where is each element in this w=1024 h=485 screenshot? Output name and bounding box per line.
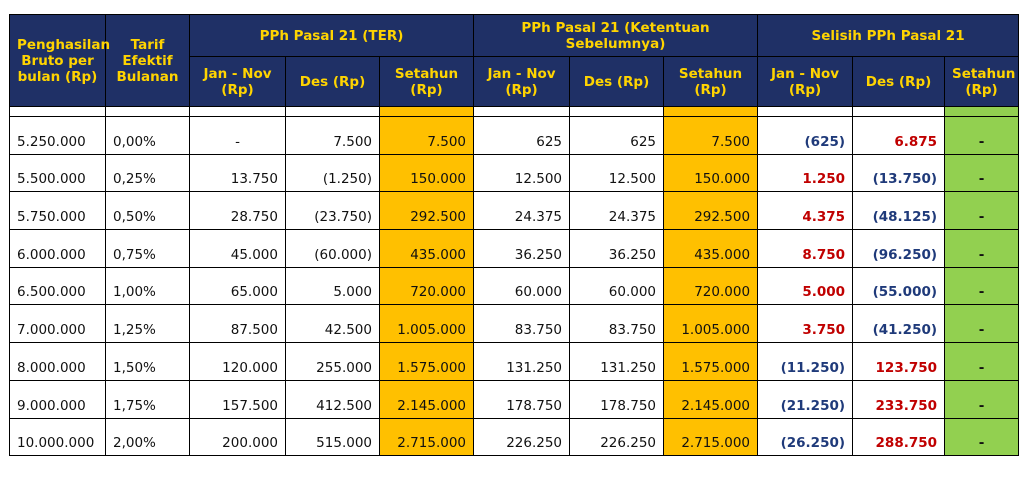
cell-income: 7.000.000 xyxy=(10,305,106,343)
cell-old-jannov: 625 xyxy=(474,117,570,155)
cell-old-jannov: 12.500 xyxy=(474,154,570,192)
cell-rate: 0,00% xyxy=(106,117,190,155)
cell-old-des: 131.250 xyxy=(570,343,664,381)
cell-diff-setahun: - xyxy=(945,230,1019,268)
spacer-cell xyxy=(758,107,853,117)
spacer-cell xyxy=(106,107,190,117)
cell-old-jannov: 60.000 xyxy=(474,267,570,305)
spacer-cell xyxy=(380,107,474,117)
cell-old-des: 24.375 xyxy=(570,192,664,230)
cell-ter-des: (60.000) xyxy=(286,230,380,268)
cell-old-des: 226.250 xyxy=(570,418,664,456)
header-group-ter: PPh Pasal 21 (TER) xyxy=(190,15,474,57)
table-row xyxy=(10,305,1019,343)
cell-diff-des: (55.000) xyxy=(853,267,945,305)
cell-old-setahun: 2.145.000 xyxy=(664,380,758,418)
cell-diff-des: 6.875 xyxy=(853,117,945,155)
cell-ter-jannov: 28.750 xyxy=(190,192,286,230)
table-row xyxy=(10,154,1019,192)
cell-ter-jannov: 157.500 xyxy=(190,380,286,418)
cell-old-setahun: 435.000 xyxy=(664,230,758,268)
cell-old-jannov: 24.375 xyxy=(474,192,570,230)
header-income: Penghasilan Bruto per bulan (Rp) xyxy=(10,15,106,107)
cell-diff-des: (13.750) xyxy=(853,154,945,192)
cell-diff-jannov: 8.750 xyxy=(758,230,853,268)
header-old-des: Des (Rp) xyxy=(570,57,664,107)
cell-diff-setahun: - xyxy=(945,267,1019,305)
cell-diff-des: 233.750 xyxy=(853,380,945,418)
cell-old-setahun: 2.715.000 xyxy=(664,418,758,456)
cell-ter-setahun: 292.500 xyxy=(380,192,474,230)
cell-income: 5.750.000 xyxy=(10,192,106,230)
cell-diff-jannov: 4.375 xyxy=(758,192,853,230)
cell-income: 9.000.000 xyxy=(10,380,106,418)
cell-income: 6.500.000 xyxy=(10,267,106,305)
header-ter-jannov: Jan - Nov (Rp) xyxy=(190,57,286,107)
table-row xyxy=(10,343,1019,381)
header-ter-des: Des (Rp) xyxy=(286,57,380,107)
cell-old-setahun: 7.500 xyxy=(664,117,758,155)
cell-ter-jannov: 45.000 xyxy=(190,230,286,268)
cell-ter-jannov: - xyxy=(190,117,286,155)
tax-comparison-table xyxy=(9,14,1019,456)
cell-rate: 0,75% xyxy=(106,230,190,268)
cell-diff-setahun: - xyxy=(945,418,1019,456)
header-diff-jannov: Jan - Nov (Rp) xyxy=(758,57,853,107)
cell-diff-setahun: - xyxy=(945,380,1019,418)
cell-diff-jannov: (21.250) xyxy=(758,380,853,418)
cell-diff-des: (41.250) xyxy=(853,305,945,343)
table-row xyxy=(10,418,1019,456)
cell-ter-jannov: 200.000 xyxy=(190,418,286,456)
table-row xyxy=(10,380,1019,418)
cell-diff-jannov: (11.250) xyxy=(758,343,853,381)
cell-rate: 1,25% xyxy=(106,305,190,343)
table-row xyxy=(10,267,1019,305)
cell-old-setahun: 150.000 xyxy=(664,154,758,192)
spacer-cell xyxy=(664,107,758,117)
cell-diff-setahun: - xyxy=(945,305,1019,343)
spacer-cell xyxy=(286,107,380,117)
cell-ter-jannov: 87.500 xyxy=(190,305,286,343)
cell-diff-des: (96.250) xyxy=(853,230,945,268)
cell-ter-des: (1.250) xyxy=(286,154,380,192)
cell-diff-setahun: - xyxy=(945,192,1019,230)
cell-rate: 0,50% xyxy=(106,192,190,230)
spacer-cell xyxy=(570,107,664,117)
header-ter-setahun: Setahun (Rp) xyxy=(380,57,474,107)
cell-diff-jannov: 3.750 xyxy=(758,305,853,343)
cell-old-des: 60.000 xyxy=(570,267,664,305)
cell-ter-setahun: 435.000 xyxy=(380,230,474,268)
cell-ter-des: 515.000 xyxy=(286,418,380,456)
cell-old-des: 625 xyxy=(570,117,664,155)
header-diff-des: Des (Rp) xyxy=(853,57,945,107)
cell-ter-setahun: 150.000 xyxy=(380,154,474,192)
cell-old-des: 178.750 xyxy=(570,380,664,418)
cell-ter-des: (23.750) xyxy=(286,192,380,230)
cell-diff-jannov: (26.250) xyxy=(758,418,853,456)
cell-old-jannov: 178.750 xyxy=(474,380,570,418)
cell-ter-setahun: 720.000 xyxy=(380,267,474,305)
cell-ter-jannov: 65.000 xyxy=(190,267,286,305)
cell-ter-setahun: 7.500 xyxy=(380,117,474,155)
header-diff-setahun: Setahun (Rp) xyxy=(945,57,1019,107)
cell-rate: 1,50% xyxy=(106,343,190,381)
cell-old-setahun: 1.005.000 xyxy=(664,305,758,343)
cell-diff-jannov: 1.250 xyxy=(758,154,853,192)
cell-rate: 1,75% xyxy=(106,380,190,418)
table-row xyxy=(10,230,1019,268)
spacer-cell xyxy=(474,107,570,117)
cell-diff-des: 123.750 xyxy=(853,343,945,381)
cell-rate: 1,00% xyxy=(106,267,190,305)
cell-ter-setahun: 2.715.000 xyxy=(380,418,474,456)
cell-old-jannov: 226.250 xyxy=(474,418,570,456)
cell-income: 5.250.000 xyxy=(10,117,106,155)
cell-ter-jannov: 120.000 xyxy=(190,343,286,381)
cell-income: 8.000.000 xyxy=(10,343,106,381)
cell-ter-setahun: 2.145.000 xyxy=(380,380,474,418)
cell-ter-des: 412.500 xyxy=(286,380,380,418)
cell-ter-des: 42.500 xyxy=(286,305,380,343)
cell-old-jannov: 83.750 xyxy=(474,305,570,343)
cell-old-jannov: 131.250 xyxy=(474,343,570,381)
spacer-cell xyxy=(853,107,945,117)
cell-ter-jannov: 13.750 xyxy=(190,154,286,192)
header-group-old: PPh Pasal 21 (Ketentuan Sebelumnya) xyxy=(474,15,758,57)
cell-ter-des: 255.000 xyxy=(286,343,380,381)
cell-diff-setahun: - xyxy=(945,343,1019,381)
cell-old-des: 83.750 xyxy=(570,305,664,343)
cell-ter-des: 5.000 xyxy=(286,267,380,305)
cell-diff-des: (48.125) xyxy=(853,192,945,230)
header-rate: Tarif Efektif Bulanan xyxy=(106,15,190,107)
cell-ter-setahun: 1.575.000 xyxy=(380,343,474,381)
cell-old-setahun: 1.575.000 xyxy=(664,343,758,381)
table-row xyxy=(10,117,1019,155)
spacer-row xyxy=(10,107,1019,117)
cell-diff-jannov: (625) xyxy=(758,117,853,155)
spacer-cell xyxy=(945,107,1019,117)
cell-ter-setahun: 1.005.000 xyxy=(380,305,474,343)
cell-diff-setahun: - xyxy=(945,117,1019,155)
cell-income: 5.500.000 xyxy=(10,154,106,192)
header-old-setahun: Setahun (Rp) xyxy=(664,57,758,107)
table-row xyxy=(10,192,1019,230)
spacer-cell xyxy=(10,107,106,117)
cell-income: 6.000.000 xyxy=(10,230,106,268)
cell-rate: 0,25% xyxy=(106,154,190,192)
cell-rate: 2,00% xyxy=(106,418,190,456)
cell-diff-des: 288.750 xyxy=(853,418,945,456)
cell-old-setahun: 292.500 xyxy=(664,192,758,230)
cell-income: 10.000.000 xyxy=(10,418,106,456)
header-group-diff: Selisih PPh Pasal 21 xyxy=(758,15,1019,57)
cell-old-setahun: 720.000 xyxy=(664,267,758,305)
cell-old-des: 12.500 xyxy=(570,154,664,192)
cell-ter-des: 7.500 xyxy=(286,117,380,155)
cell-old-des: 36.250 xyxy=(570,230,664,268)
cell-diff-jannov: 5.000 xyxy=(758,267,853,305)
spacer-cell xyxy=(190,107,286,117)
cell-diff-setahun: - xyxy=(945,154,1019,192)
cell-old-jannov: 36.250 xyxy=(474,230,570,268)
header-old-jannov: Jan - Nov (Rp) xyxy=(474,57,570,107)
